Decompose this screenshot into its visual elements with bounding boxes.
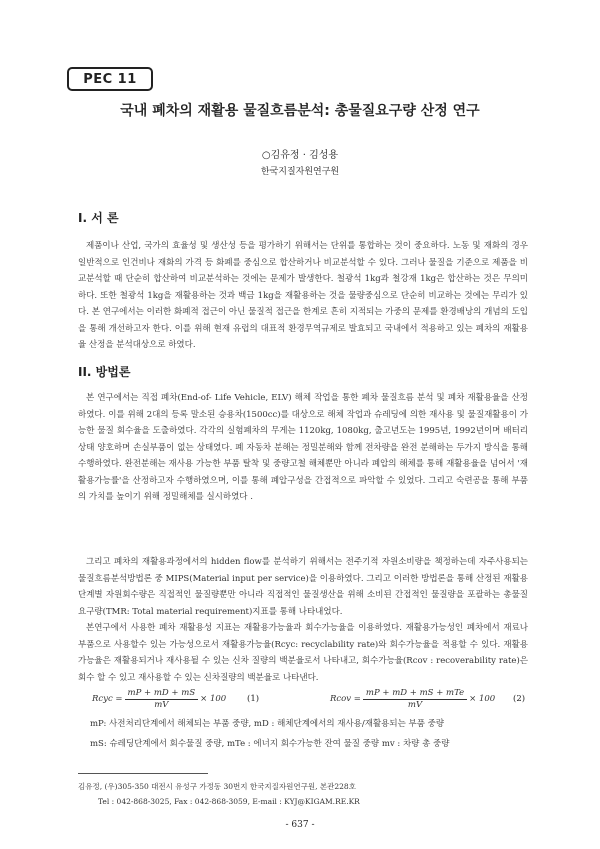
methodology-paragraph-2: 그리고 폐차의 재활용과정에서의 hidden flow를 분석하기 위해서는 전주기적 자원소비량을 책정하는데 자주사용되는 물질흐름분석방법론 중 MIPS(Material input per service)을 이용하였다. 그리고 이러한 방법론을 통해 산정된 재활용 단계별 자원회수량은 직접적인 물질량뿐만 아니라 직접적인 물질생산을 위해 소비된 간접적인 물질량을 포괄하는 총물질요구량(TMR: Total material requirement)지표를 통해 나타내었다.	[78, 557, 528, 617]
methodology-paragraph-1: 본 연구에서는 직접 폐차(End-of- Life Vehicle, ELV) 해체 작업을 통한 폐차 물질흐름 분석 및 폐차 재활용율을 산정하였다. 이를 위해 2대의 등록 말소된 승용차(1500cc)를 대상으로 해체 작업과 슈레딩에 의한 재사용 및 물질재활용이 가능한 물질 회수율을 도출하였다. 각각의 실험폐차의 무게는 1120kg, 1080kg, 출고년도는 1995년, 1992년이며 배터리상태 양호하며 손실부품이 없는 상태였다. 폐 자동차 분해는 정밀분해와 함께 전차량을 완전 분해하는 두가지 방식을 통해 수행하였다. 완전분해는 재사용 가능한 부품 탈착 및 중량고철 해체뿐만 아니라 폐압의 해체를 통해 재활용율을 넘어서 '재활용가능률'을 산정하고자 수행하였으며, 이를 통해 폐압구성을 간접적으로 파악할 수 있었다. 그리고 숙련공을 통해 부품의 가치를 높이기 위해 정밀해체를 실시하였다 .	[78, 393, 528, 502]
eq1-number: (1)	[247, 694, 260, 704]
eq2-tail: × 100	[469, 694, 496, 704]
section-heading-introduction: I. 서 론	[78, 211, 119, 225]
equation-recyclability	[92, 686, 226, 712]
eq2-number: (2)	[513, 694, 526, 704]
session-badge: PEC 11	[67, 67, 153, 91]
eq1-lhs: Rcyc =	[92, 694, 123, 704]
variable-definition-1: mP: 사전처리단계에서 해체되는 부품 중량, mD : 해체단계에서의 재사용/재활용되는 부품 중량	[90, 719, 445, 729]
variable-definition-2: mS: 슈레딩단계에서 회수물질 중량, mTe : 에너지 회수가능한 잔여 물질 중량 mv : 차량 총 중량	[90, 739, 450, 749]
eq2-lhs: Rcov =	[330, 694, 361, 704]
eq1-tail: × 100	[200, 694, 227, 704]
page-number: - 637 -	[285, 820, 315, 830]
methodology-paragraph-3: 본연구에서 사용한 폐차 재활용성 지표는 재활용가능율과 회수가능율을 이용하였다. 재활용가능성인 폐차에서 재료나 부품으로 사용할수 있는 가능성으로서 재활용가능율(Rcyc: recyclability rate)와 회수가능율을 적용할 수 있다. 재활용가능율은 재활용되거나 재사용될 수 있는 신차 질량의 백분율로서 나타내고, 회수가능율(Rcov : recoverability rate)은 회수 할 수 있고 재사용할 수 있는 신차질량의 백분율로 나타낸다.	[78, 623, 528, 683]
footnote-contact: Tel : 042-868-3025, Fax : 042-868-3059, E-mail : KYJ@KIGAM.RE.KR	[98, 797, 360, 806]
authors: ○김유정 · 김성용	[261, 150, 339, 161]
eq2-numerator: mP + mD + mS + mTe	[363, 688, 467, 700]
eq1-fraction	[125, 688, 199, 711]
footnote-address: 김유정, (우)305-350 대전시 유성구 가정동 30번지 한국지질자원연구원, 본관228호	[78, 782, 356, 791]
affiliation: 한국지질자원연구원	[260, 167, 340, 177]
eq2-fraction	[363, 688, 467, 711]
equation-recoverability	[330, 686, 495, 712]
footnote-divider	[78, 773, 208, 774]
eq1-numerator: mP + mD + mS	[125, 688, 199, 700]
eq2-denominator: mV	[407, 699, 423, 710]
introduction-paragraph: 제품이나 산업, 국가의 효율성 및 생산성 등을 평가하기 위해서는 단위를 통합하는 것이 중요하다. 노동 및 재화의 경우 일반적으로 인건비나 재화의 가격 등 화폐를 중심으로 합산하거나 비교분석할 수 있다. 그러나 물질을 기준으로 제품을 비교분석할 때 단순히 합산하여 비교분석하는 것에는 문제가 발생한다. 철광석 1kg과 철강재 1kg은 합산하는 것은 무의미하다. 또한 철광석 1kg을 재활용하는 것과 백금 1kg을 재활용하는 것을 물량중심으로 단순히 비교하는 것에는 무리가 있다. 본 연구에서는 이러한 화폐적 접근이 아닌 물질적 접근을 한계로 흔히 지적되는 가중의 문제를 환경배낭의 개념의 도입을 통해 개선하고자 한다. 이를 위해 현재 유럽의 대표적 환경무역규제로 발효되고 국내에서 적용하고 있는 폐차의 재활용율 산정을 분석대상으로 하였다.	[78, 241, 528, 350]
section-heading-methodology: II. 방법론	[78, 365, 131, 379]
paper-title: 국내 폐차의 재활용 물질흐름분석: 총물질요구량 산정 연구	[120, 103, 480, 119]
eq1-denominator: mV	[154, 699, 169, 710]
